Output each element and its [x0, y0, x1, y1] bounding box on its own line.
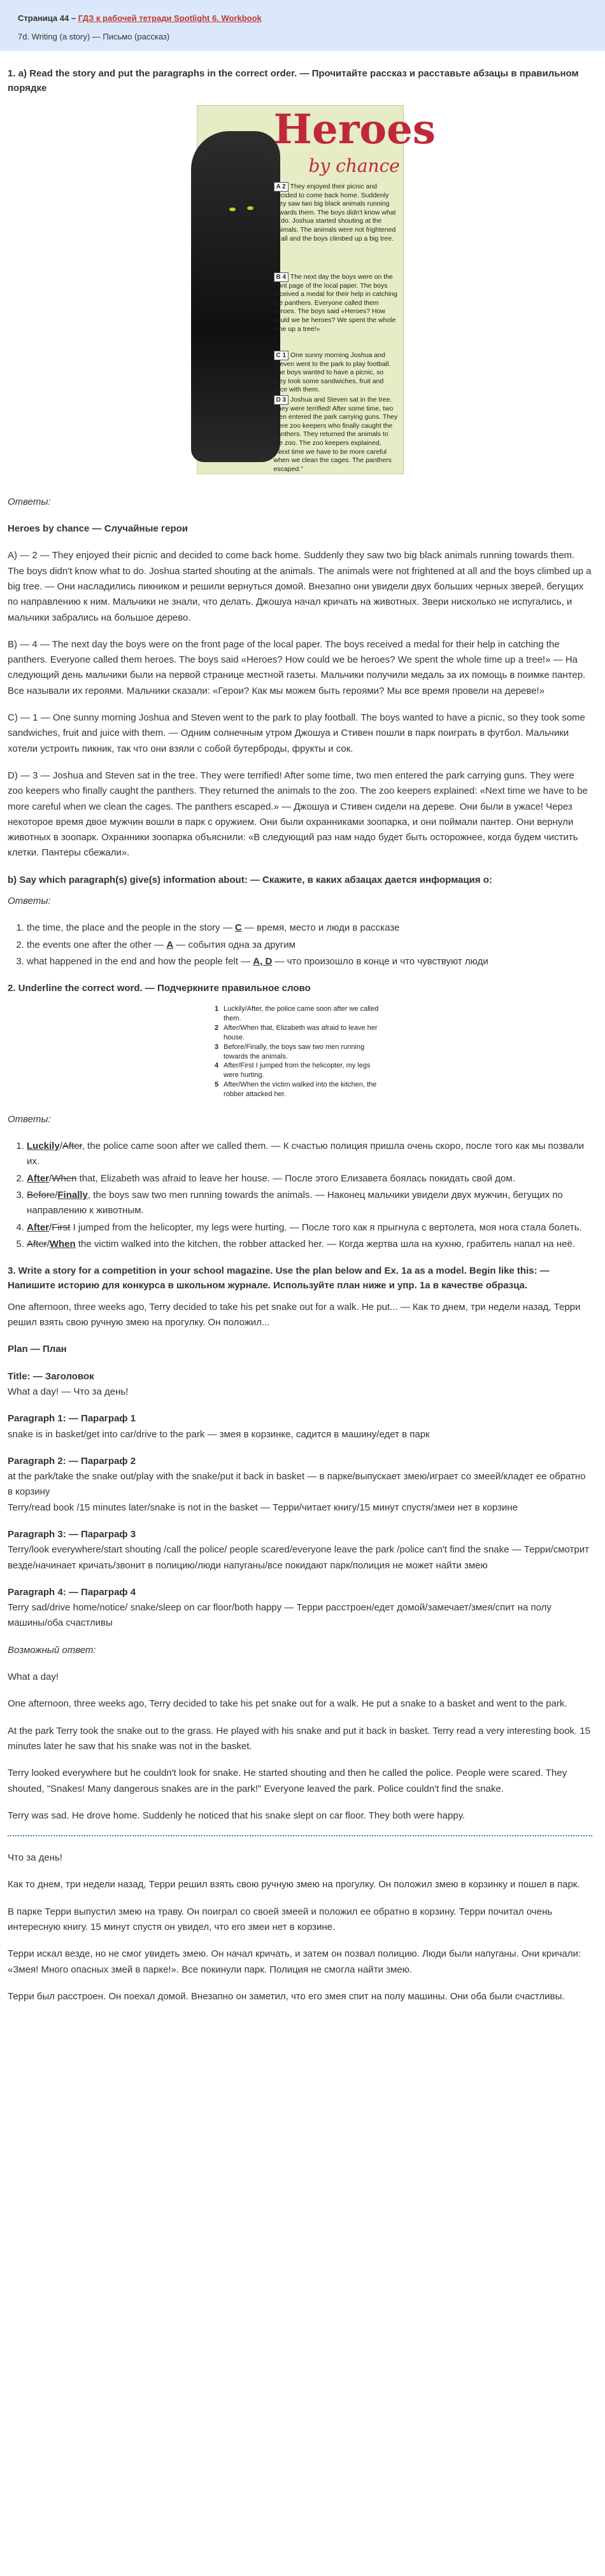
slash: /: [46, 1238, 50, 1249]
paragraph-tag-a: A 2: [274, 182, 288, 192]
item-text: , the police came soon after we called them. — К счастью полиция пришла очень скоро, после того как мы позвали их.: [27, 1141, 584, 1167]
answer-ru-paragraph: В парке Терри выпустил змею на траву. Он поиграл со своей змеей и положил ее обратно в корзину. Терри почитал очень интересную книгу. 15 минут спустя он увидел, что его змеи нет в корзине.: [8, 1906, 553, 1933]
list-item: [27, 920, 592, 936]
story-image: [197, 105, 436, 474]
task1b-heading: b) Say which paragraph(s) give(s) information about: — Скажите, в каких абзацах дается информация о:: [8, 874, 492, 885]
story-image-paragraph-c: [274, 351, 398, 395]
correct-word: Luckily: [27, 1141, 60, 1152]
possible-answer-label: Возможный ответ:: [8, 1644, 96, 1656]
plan-paragraph-2: [8, 1454, 592, 1516]
list-item: [27, 1188, 592, 1219]
answer-en-paragraph: Terry looked everywhere but he couldn't look for snake. He started shouting and then he called the police. People were scared. They shouted, "Snakes! Many dangerous snakes are in the park!" Everyone leaved the park. Police couldn't find the snake.: [8, 1768, 567, 1794]
paragraph-tag-b: B 4: [274, 272, 289, 282]
answers-label-1: Ответы:: [8, 496, 51, 507]
section-title: 7d. Writing (a story) — Письмо (рассказ): [18, 32, 170, 42]
exercise-row: [215, 1061, 385, 1080]
slash: /: [55, 1190, 58, 1201]
story-image-paragraph-d: [274, 395, 398, 474]
exercise-text: After/When that, Elizabeth was afraid to leave her house.: [224, 1024, 378, 1041]
plan-paragraph-heading: Paragraph 3: — Параграф 3: [8, 1529, 136, 1540]
plan-line: Terry/look everywhere/start shouting /call the police/ people scared/everyone leave the park /police can't find the snake — Терри/смотрит везде/начинает кричать/звонит в полицию/люди напуганы/все покидают парк/полиция не может найти змею: [8, 1544, 589, 1571]
exercise-number: 3: [215, 1043, 219, 1051]
dotted-divider: [8, 1835, 592, 1836]
exercise-text: After/First I jumped from the helicopter, my legs were hurting.: [224, 1062, 371, 1080]
plan-line: snake is in basket/get into car/drive to the park — змея в корзинке, садится в машину/едет в парк: [8, 1428, 430, 1440]
answer-en-title: What a day!: [8, 1672, 59, 1683]
wrong-word: After: [27, 1238, 47, 1249]
plan-paragraph-3: [8, 1527, 592, 1573]
item-answer: A: [166, 939, 174, 950]
story-title: Heroes by chance — Случайные герои: [8, 523, 189, 535]
story-image-paragraph-b: [274, 272, 398, 334]
answers-label-2: Ответы:: [8, 1113, 51, 1125]
slash: /: [49, 1172, 52, 1184]
answer-paragraph-c: C) — 1 — One sunny morning Joshua and Steven went to the park to play football. The boys wanted to have a picnic, so they took some sandwiches, fruit and juice with them. — Одним солнечным утром Джошуа и Стивен пошли в парк поиграть в футбол. Мальчики хотели устроить пикник, так что они взяли с собой бутерброды, фрукты и сок.: [8, 712, 585, 754]
answer-paragraph-b: B) — 4 — The next day the boys were on the front page of the local paper. The boys received a medal for their help in catching the panthers. Everyone called them heroes. The boys said «Heroes? How could we be heroes? We spent the whole time up a tree!» — На следующий день мальчики были на первой странице местной газеты. Мальчики получили медаль за их помощь в поимке пантер. Все называли их героями. Мальчики сказали: «Герои? Как мы можем быть героями? Мы все время провели на дереве!»: [8, 638, 586, 696]
story-image-paragraph-a: [274, 182, 398, 244]
story-image-subtitle: by chance: [308, 155, 400, 176]
answer-en-paragraph: At the park Terry took the snake out to the grass. He played with his snake and put it back in basket. Terry read a very interesting book. 15 minutes later he saw that his snake was not in the basket.: [8, 1725, 590, 1752]
plan-title: Plan — План: [8, 1344, 67, 1355]
title-label: Title: — Заголовок: [8, 1370, 94, 1382]
slash: /: [59, 1141, 62, 1152]
plan-paragraph-4: [8, 1585, 592, 1631]
exercise-row: [215, 1004, 385, 1024]
item-answer: A, D: [253, 955, 273, 967]
correct-word: After: [27, 1221, 50, 1233]
plan-line: at the park/take the snake out/play with the snake/put it back in basket — в парке/выпускает змею/играет со змеей/кладет ее обратно в корзину: [8, 1471, 586, 1498]
list-item: [27, 1171, 592, 1186]
wrong-word: After: [62, 1141, 82, 1152]
exercise-number: 2: [215, 1024, 219, 1032]
paragraph-text-d: Joshua and Steven sat in the tree. They were terrified! After some time, two men entered the park carrying guns. They were zoo keepers who finally caught the panthers. They returned the animals to the zoo. The zoo keepers explained, "Next time we have to be more careful when we clean the cages. The panthers escaped.": [273, 395, 398, 473]
paragraph-text-c: One sunny morning Joshua and Steven went to the park to play football. The boys wanted to have a picnic, so they took some sandwiches, fruit and juice with them.: [273, 351, 391, 394]
answer-ru-paragraph: Терри искал везде, но не смог увидеть змею. Он начал кричать, и затем он позвал полицию. Люди были напуганы. Они кричали: «Змея! Много опасных змей в парке!». Все покинули парк. Полиция не смогла найти змею.: [8, 1948, 581, 1975]
plan-line: Terry sad/drive home/notice/ snake/sleep on car floor/both happy — Терри расстроен/едет домой/замечает/змея/спит на полу машины/оба счастливы: [8, 1602, 552, 1629]
plan-paragraph-heading: Paragraph 4: — Параграф 4: [8, 1586, 136, 1598]
item-text: the events one after the other —: [27, 939, 167, 950]
item-text: the time, the place and the people in the story —: [27, 922, 235, 934]
exercise-row: [215, 1080, 385, 1099]
story-image-wrap: [8, 105, 592, 479]
exercise-image-wrap: [8, 1004, 592, 1099]
workbook-link[interactable]: ГДЗ к рабочей тетради Spotlight 6. Workbook: [78, 13, 262, 23]
answer-paragraph-a: A) — 2 — They enjoyed their picnic and decided to come back home. Suddenly they saw two big black animals running towards them. The boys didn't know what to do. Joshua started shouting at the animals. The animals were not frightened at all and the boys climbed up a big tree. — Они насладились пикником и решили вернуться домой. Внезапно они увидели двух больших черных зверей, бегущих по направлению к ним. Мальчики не знали, что делать. Джошуа начал кричать на животных. Звери нисколько не испугались, и мальчики забрались на большое дерево.: [8, 550, 592, 623]
paragraph-text-b: The next day the boys were on the front page of the local paper. The boys received a medal for their help in catching the panthers. Everyone called them heroes. The boys said «Heroes? How could we be heroes? We spent the whole time up a tree!»: [273, 272, 397, 333]
task2-heading: 2. Underline the correct word. — Подчеркните правильное слово: [8, 983, 311, 994]
item-answer: C: [234, 922, 242, 934]
exercise-text: After/When the victim walked into the kitchen, the robber attacked her.: [224, 1081, 377, 1099]
panther-eye-left: [229, 208, 236, 211]
task1b-list: [8, 920, 592, 969]
main-content: [0, 51, 605, 2041]
page-header: [0, 0, 605, 51]
story-image-title: Heroes: [273, 105, 436, 153]
answer-ru-title: Что за день!: [8, 1852, 62, 1864]
wrong-word: When: [52, 1172, 77, 1184]
item-text: the victim walked into the kitchen, the robber attacked her. — Когда жертва шла на кухню, грабитель напал на неё.: [75, 1238, 575, 1249]
item-translation: — события одна за другим: [173, 939, 295, 950]
correct-word: After: [27, 1172, 50, 1184]
exercise-number: 1: [215, 1005, 219, 1013]
wrong-word: First: [52, 1221, 71, 1233]
task3-heading: 3. Write a story for a competition in your school magazine. Use the plan below and Ex. 1a as a model. Begin like this: — Напишите историю для конкурса в школьном журнале. Используйте план ниже и упр. 1a в качестве образца.: [8, 1265, 550, 1292]
list-item: [27, 1220, 592, 1235]
answer-paragraph-d: D) — 3 — Joshua and Steven sat in the tree. They were terrified! After some time, two men entered the park carrying guns. They were zoo keepers who finally caught the panthers. They returned the animals to the zoo. The zoo keepers explained: «Next time we have to be more careful when we clean the cages. The panthers escaped.» — Джошуа и Стивен сидели на дереве. Они были в ужасе! Через некоторое время двое мужчин вошли в парк с оружием. Они были охранниками зоопарка, и они поймали пантер. Они вернули животных в зоопарк. Охранники зоопарка объяснили: «В следующий раз нам надо будет быть осторожнее, когда будем чистить клетки. Пантеры сбежали».: [8, 770, 588, 859]
plan-paragraph-heading: Paragraph 2: — Параграф 2: [8, 1455, 136, 1467]
list-item: [27, 1139, 592, 1170]
task1-heading: 1. a) Read the story and put the paragraphs in the correct order. — Прочитайте рассказ и расставьте абзацы в правильном порядке: [8, 68, 579, 94]
header-breadcrumb: [18, 11, 592, 25]
item-translation: — что произошло в конце и что чувствуют люди: [272, 955, 488, 967]
exercise-row: [215, 1024, 385, 1043]
item-text: , the boys saw two men running towards the animals. — Наконец мальчики увидели двух мужчин, бегущих по направлению к животным.: [27, 1190, 563, 1216]
answer-ru-paragraph: Как то днем, три недели назад, Терри решил взять свою ручную змею на прогулку. Он положил змею в корзинку и пошел в парк.: [8, 1879, 580, 1890]
paragraph-tag-c: C 1: [274, 351, 289, 360]
exercise-row: [215, 1043, 385, 1062]
list-item: [27, 938, 592, 953]
item-text: what happened in the end and how the people felt —: [27, 955, 253, 967]
plan-title-block: [8, 1369, 592, 1400]
answer-ru-paragraph: Терри был расстроен. Он поехал домой. Внезапно он заметил, что его змея спит на полу машины. Они оба были счастливы.: [8, 1990, 565, 2002]
exercise-image: [215, 1004, 385, 1099]
correct-word: When: [49, 1238, 76, 1249]
task2-list: [8, 1139, 592, 1252]
breadcrumb-separator: –: [69, 13, 78, 23]
panther-illustration: [191, 131, 280, 462]
panther-eye-right: [247, 206, 253, 210]
paragraph-tag-d: D 3: [274, 395, 289, 405]
list-item: [27, 954, 592, 969]
item-text: I jumped from the helicopter, my legs were hurting. — После того как я прыгнула с вертолета, моя нога стала болеть.: [70, 1221, 582, 1233]
wrong-word: Before: [27, 1190, 55, 1201]
exercise-number: 5: [215, 1081, 219, 1089]
plan-paragraph-heading: Paragraph 1: — Параграф 1: [8, 1413, 136, 1425]
item-text: that, Elizabeth was afraid to leave her house. — После этого Елизавета боялась покидать свой дом.: [76, 1172, 515, 1184]
task3-intro: One afternoon, three weeks ago, Terry decided to take his pet snake out for a walk. He put... — Как то днем, три недели назад, Терри решил взять свою ручную змею на прогулку. Он положил...: [8, 1301, 581, 1328]
page-number: Страница 44: [18, 13, 69, 23]
exercise-number: 4: [215, 1062, 219, 1070]
exercise-text: Before/Finally, the boys saw two men running towards the animals.: [224, 1043, 365, 1060]
paragraph-text-a: They enjoyed their picnic and decided to come back home. Suddenly they saw two big black animals running towards them. The boys didn't know what to do. Joshua started shouting at the animals. The animals were not frightened at all and the boys climbed up a big tree.: [273, 182, 396, 243]
plan-paragraph-1: [8, 1411, 592, 1442]
slash: /: [49, 1221, 52, 1233]
list-item: [27, 1237, 592, 1252]
exercise-text: Luckily/After, the police came soon after we called them.: [224, 1005, 379, 1023]
answer-en-paragraph: Terry was sad. He drove home. Suddenly he noticed that his snake slept on car floor. They both were happy.: [8, 1810, 466, 1821]
title-text: What a day! — Что за день!: [8, 1386, 129, 1397]
item-translation: — время, место и люди в рассказе: [241, 922, 400, 934]
plan-line: Terry/read book /15 minutes later/snake is not in the basket — Терри/читает книгу/15 минут спустя/змеи нет в корзине: [8, 1502, 518, 1513]
answer-en-paragraph: One afternoon, three weeks ago, Terry decided to take his pet snake out for a walk. He put a snake to a basket and went to the park.: [8, 1698, 567, 1710]
correct-word: Finally: [57, 1190, 88, 1201]
answers-label-1b: Ответы:: [8, 895, 51, 906]
